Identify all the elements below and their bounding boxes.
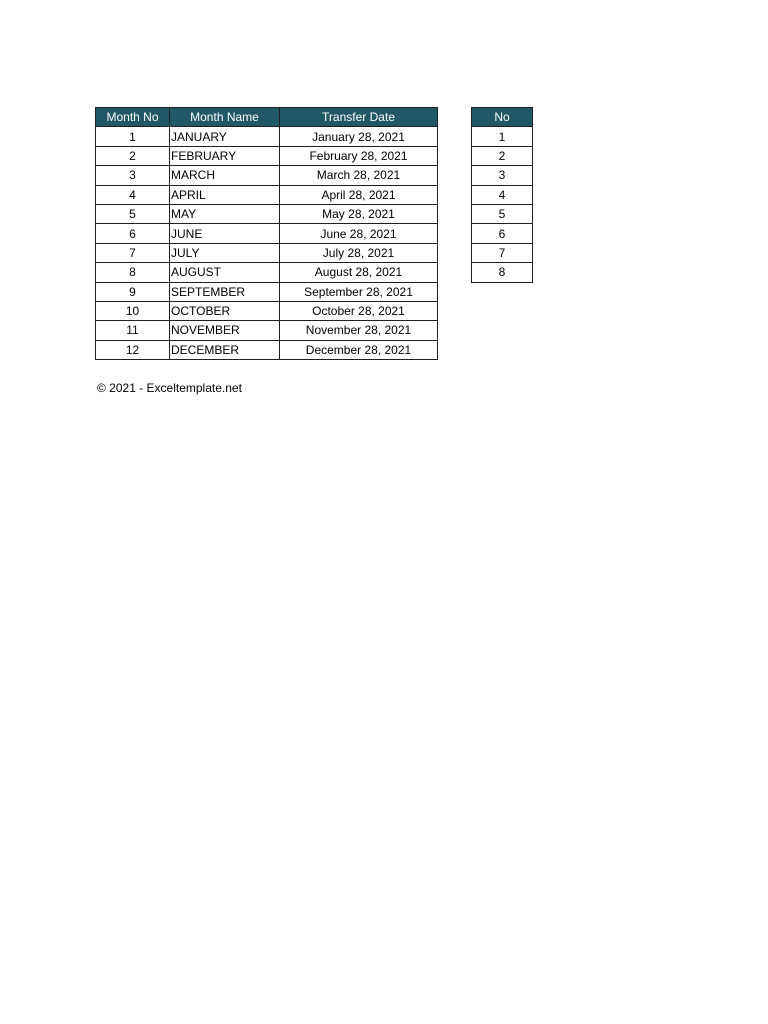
transfer-date-cell[interactable]: October 28, 2021	[280, 301, 438, 320]
table-row	[472, 263, 533, 282]
table-row	[96, 301, 438, 320]
table-row	[96, 224, 438, 243]
month-no-cell[interactable]: 8	[96, 263, 170, 282]
transfer-date-cell[interactable]: February 28, 2021	[280, 146, 438, 165]
table-row	[472, 127, 533, 146]
table-header-row	[96, 108, 438, 127]
table-row	[96, 263, 438, 282]
month-no-cell[interactable]: 9	[96, 282, 170, 301]
no-cell[interactable]: 6	[472, 224, 533, 243]
transfer-date-cell[interactable]: December 28, 2021	[280, 340, 438, 359]
transfer-date-cell[interactable]: March 28, 2021	[280, 166, 438, 185]
month-name-cell[interactable]: SEPTEMBER	[170, 282, 280, 301]
transfer-date-cell[interactable]: August 28, 2021	[280, 263, 438, 282]
transfer-date-cell[interactable]: September 28, 2021	[280, 282, 438, 301]
no-cell[interactable]: 7	[472, 243, 533, 262]
table-row	[96, 340, 438, 359]
table-row	[96, 185, 438, 204]
month-no-cell[interactable]: 6	[96, 224, 170, 243]
no-cell[interactable]: 5	[472, 204, 533, 223]
table-row	[96, 282, 438, 301]
copyright-footer: © 2021 - Exceltemplate.net	[97, 381, 242, 395]
table-row	[472, 166, 533, 185]
transfer-date-cell[interactable]: April 28, 2021	[280, 185, 438, 204]
month-no-cell[interactable]: 12	[96, 340, 170, 359]
month-no-cell[interactable]: 2	[96, 146, 170, 165]
month-name-cell[interactable]: FEBRUARY	[170, 146, 280, 165]
transfer-date-cell[interactable]: November 28, 2021	[280, 321, 438, 340]
month-name-cell[interactable]: APRIL	[170, 185, 280, 204]
table-row	[472, 185, 533, 204]
no-lookup-table	[471, 107, 533, 283]
no-cell[interactable]: 3	[472, 166, 533, 185]
no-cell[interactable]: 2	[472, 146, 533, 165]
month-no-cell[interactable]: 3	[96, 166, 170, 185]
month-no-cell[interactable]: 1	[96, 127, 170, 146]
transfer-date-cell[interactable]: May 28, 2021	[280, 204, 438, 223]
month-name-cell[interactable]: JULY	[170, 243, 280, 262]
month-name-cell[interactable]: AUGUST	[170, 263, 280, 282]
table-row	[96, 321, 438, 340]
no-cell[interactable]: 1	[472, 127, 533, 146]
month-no-cell[interactable]: 5	[96, 204, 170, 223]
transfer-date-cell[interactable]: June 28, 2021	[280, 224, 438, 243]
month-name-cell[interactable]: JUNE	[170, 224, 280, 243]
month-no-cell[interactable]: 11	[96, 321, 170, 340]
transfer-date-cell[interactable]: January 28, 2021	[280, 127, 438, 146]
no-cell[interactable]: 4	[472, 185, 533, 204]
table-row	[96, 204, 438, 223]
month-name-cell[interactable]: MAY	[170, 204, 280, 223]
table-row	[472, 224, 533, 243]
month-name-cell[interactable]: NOVEMBER	[170, 321, 280, 340]
table-header-row	[472, 108, 533, 127]
month-no-cell[interactable]: 10	[96, 301, 170, 320]
table-row	[472, 204, 533, 223]
header-transfer-date: Transfer Date	[280, 108, 438, 127]
table-row	[96, 146, 438, 165]
table-row	[472, 243, 533, 262]
table-row	[96, 243, 438, 262]
month-name-cell[interactable]: MARCH	[170, 166, 280, 185]
header-month-no: Month No	[96, 108, 170, 127]
month-name-cell[interactable]: OCTOBER	[170, 301, 280, 320]
no-cell[interactable]: 8	[472, 263, 533, 282]
transfer-date-cell[interactable]: July 28, 2021	[280, 243, 438, 262]
month-name-cell[interactable]: DECEMBER	[170, 340, 280, 359]
month-no-cell[interactable]: 7	[96, 243, 170, 262]
month-name-cell[interactable]: JANUARY	[170, 127, 280, 146]
table-row	[96, 166, 438, 185]
header-no: No	[472, 108, 533, 127]
transfer-date-table	[95, 107, 438, 360]
header-month-name: Month Name	[170, 108, 280, 127]
table-row	[96, 127, 438, 146]
table-row	[472, 146, 533, 165]
month-no-cell[interactable]: 4	[96, 185, 170, 204]
